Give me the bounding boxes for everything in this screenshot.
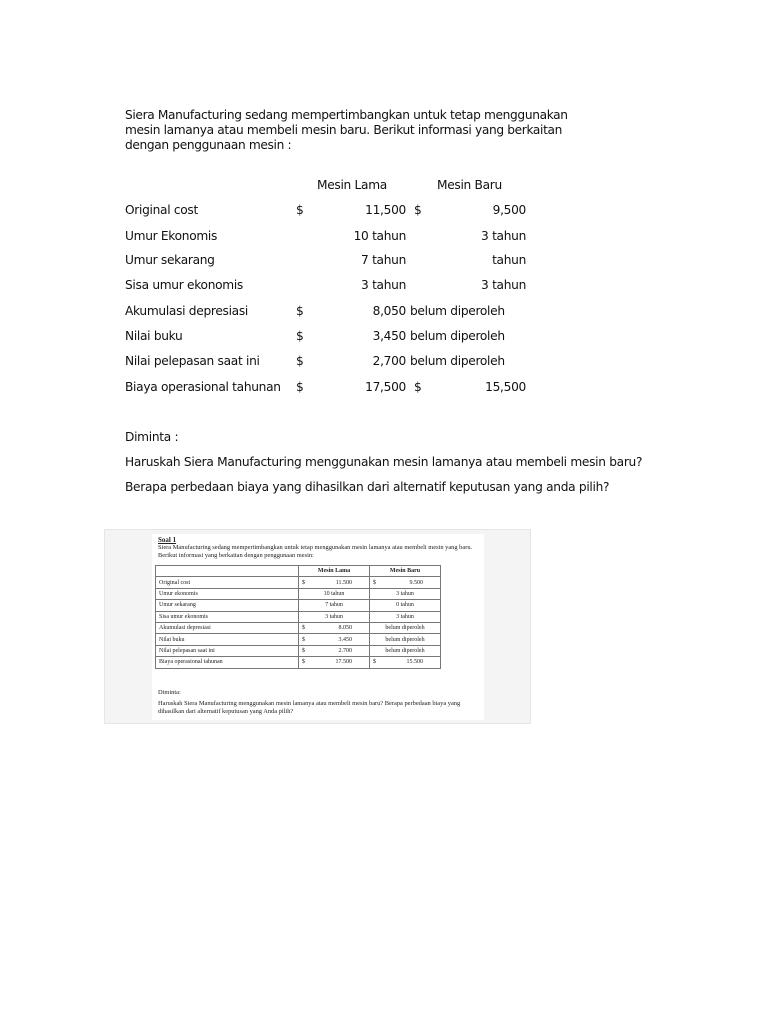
old-value: 17,500 — [365, 380, 406, 394]
dollar-sign: $ — [414, 380, 422, 394]
scan-row-label: Sisa umur ekonomis — [156, 611, 299, 622]
old-value: 3 tahun — [361, 278, 406, 292]
new-value: 3 tahun — [481, 278, 526, 292]
old-value: 8,050 — [372, 304, 406, 318]
intro-line: mesin lamanya atau membeli mesin baru. Berikut informasi yang berkaitan — [125, 123, 563, 137]
scan-row — [156, 622, 441, 633]
row-label: Umur sekarang — [125, 253, 215, 267]
scan-old-value: 2.700 — [338, 647, 352, 654]
scan-old-value: 17.500 — [335, 659, 352, 666]
scan-dollar: $ — [302, 647, 305, 654]
intro-paragraph — [125, 108, 585, 153]
new-value: tahun — [492, 253, 526, 267]
new-value: 3 tahun — [481, 229, 526, 243]
scan-intro: Siera Manufacturing sedang mempertimbangkan untuk tetap menggunakan mesin lamanya atau membeli mesin yang baru. Berikut informasi yang berkaitan dengan penggunaan mesin: — [158, 544, 473, 559]
question-1: Haruskah Siera Manufacturing menggunakan mesin lamanya atau membeli mesin baru? — [125, 455, 643, 469]
scan-new-value: belum diperoleh — [370, 622, 441, 633]
scan-new-value: belum diperoleh — [370, 645, 441, 656]
scan-old — [299, 577, 370, 588]
row-label: Nilai pelepasan saat ini — [125, 354, 260, 368]
scan-old — [299, 622, 370, 633]
old-value: 2,700 — [372, 354, 406, 368]
scanned-problem-image — [105, 530, 530, 723]
scan-row — [156, 657, 441, 668]
dollar-sign: $ — [296, 329, 304, 343]
scan-row — [156, 600, 441, 611]
new-value: belum diperoleh — [410, 354, 505, 368]
scan-row — [156, 577, 441, 588]
row-label: Umur Ekonomis — [125, 229, 218, 243]
dollar-sign: $ — [296, 380, 304, 394]
scan-new-value: 3 tahun — [370, 611, 441, 622]
scan-dollar: $ — [302, 659, 305, 666]
scan-header-blank — [156, 566, 299, 577]
scan-header-new: Mesin Baru — [370, 566, 441, 577]
required-title: Diminta : — [125, 430, 179, 444]
row-label: Akumulasi depresiasi — [125, 304, 248, 318]
header-mesin-baru: Mesin Baru — [437, 178, 502, 192]
scan-row-label: Umur ekonomis — [156, 588, 299, 599]
scan-new-value: belum diperoleh — [370, 634, 441, 645]
scan-dollar: $ — [302, 636, 305, 643]
scan-row-label: Nilai buku — [156, 634, 299, 645]
scan-row — [156, 645, 441, 656]
row-label: Sisa umur ekonomis — [125, 278, 243, 292]
old-value: 7 tahun — [361, 253, 406, 267]
scan-new-value: 3 tahun — [370, 588, 441, 599]
scan-old-value: 11.500 — [335, 579, 352, 586]
header-mesin-lama: Mesin Lama — [317, 178, 387, 192]
scan-new-value: 15.500 — [406, 659, 423, 666]
new-value: belum diperoleh — [410, 329, 505, 343]
scan-question: Haruskah Siera Manufacturing menggunakan mesin lamanya atau membeli mesin baru? Berapa perbedaan biaya yang dihasilkan dari alternatif keputusan yang Anda pilih? — [158, 700, 461, 715]
scan-new — [370, 577, 441, 588]
dollar-sign: $ — [296, 354, 304, 368]
scan-dollar: $ — [373, 579, 376, 586]
scan-new-value: 0 tahun — [370, 600, 441, 611]
new-value: 9,500 — [492, 203, 526, 217]
intro-line: dengan penggunaan mesin : — [125, 138, 292, 152]
dollar-sign: $ — [296, 203, 304, 217]
old-value: 11,500 — [365, 203, 406, 217]
row-label: Original cost — [125, 203, 198, 217]
scan-new-value: 9.500 — [409, 579, 423, 586]
question-2: Berapa perbedaan biaya yang dihasilkan dari alternatif keputusan yang anda pilih? — [125, 480, 610, 494]
old-value: 3,450 — [372, 329, 406, 343]
scan-dollar: $ — [302, 579, 305, 586]
scan-row-label: Original cost — [156, 577, 299, 588]
scan-old — [299, 634, 370, 645]
row-label: Biaya operasional tahunan — [125, 380, 281, 394]
scan-diminta: Diminta: — [158, 689, 181, 696]
scan-row — [156, 634, 441, 645]
scan-header-row — [156, 566, 441, 577]
scan-row-label: Biaya operasional tahunan — [156, 657, 299, 668]
new-value: 15,500 — [485, 380, 526, 394]
intro-line: Siera Manufacturing sedang mempertimbangkan untuk tetap menggunakan — [125, 108, 568, 122]
scan-table — [155, 565, 441, 669]
scan-row-label: Nilai pelepasan saat ini — [156, 645, 299, 656]
scan-old — [299, 657, 370, 668]
scan-old-value: 7 tahun — [299, 600, 370, 611]
scan-header-old: Mesin Lama — [299, 566, 370, 577]
old-value: 10 tahun — [353, 229, 406, 243]
scan-old-value: 3.450 — [338, 636, 352, 643]
scan-dollar: $ — [373, 659, 376, 666]
scan-old-value: 3 tahun — [299, 611, 370, 622]
scan-old-value: 10 tahun — [299, 588, 370, 599]
scan-row-label: Umur sekarang — [156, 600, 299, 611]
scan-title: Soal 1 — [158, 536, 177, 544]
scan-old-value: 8.050 — [338, 625, 352, 632]
new-value: belum diperoleh — [410, 304, 505, 318]
dollar-sign: $ — [414, 203, 422, 217]
scan-old — [299, 645, 370, 656]
scan-new — [370, 657, 441, 668]
scan-row-label: Akumulasi depresiasi — [156, 622, 299, 633]
scan-dollar: $ — [302, 625, 305, 632]
row-label: Nilai buku — [125, 329, 183, 343]
scan-row — [156, 611, 441, 622]
dollar-sign: $ — [296, 304, 304, 318]
scan-row — [156, 588, 441, 599]
scan-page — [152, 534, 484, 720]
